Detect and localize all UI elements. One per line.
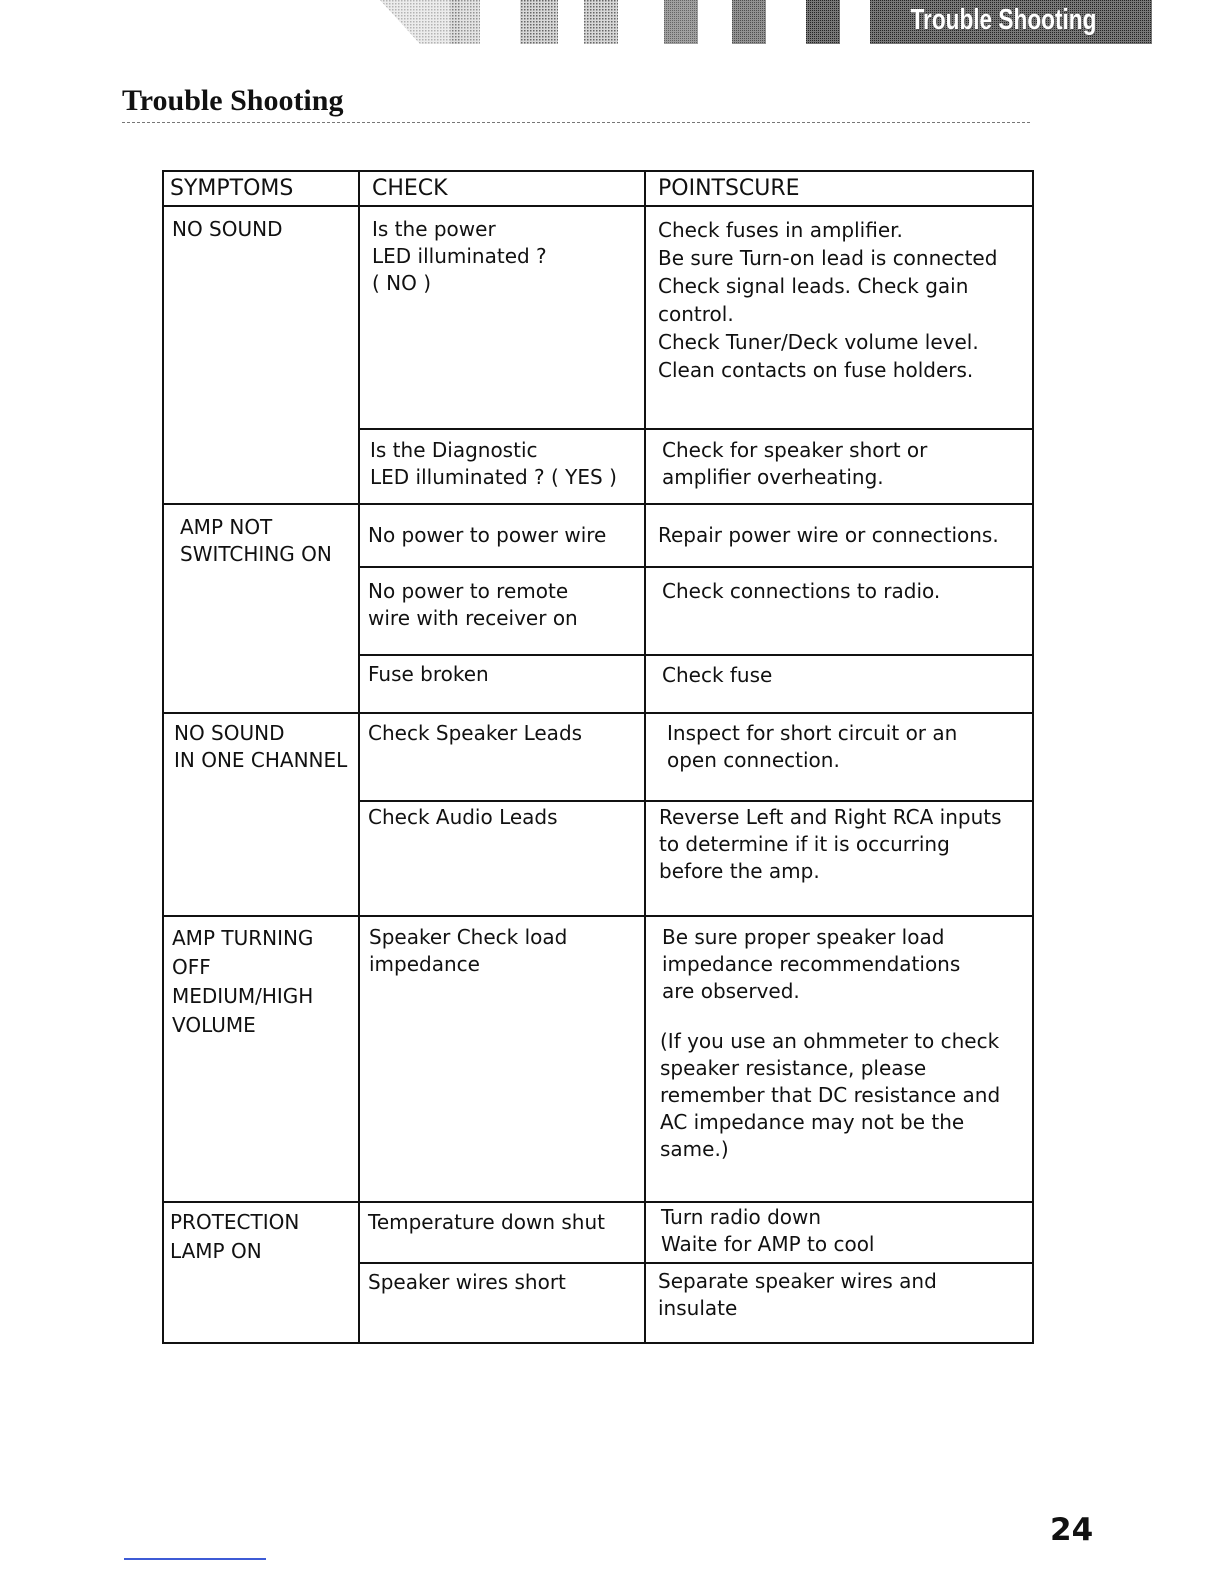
- header-pointscure: POINTSCURE: [658, 176, 800, 201]
- row-divider: [164, 1201, 1032, 1203]
- subrow-divider: [360, 1262, 1032, 1264]
- check-cell: Is the power LED illuminated ? ( NO ): [372, 217, 547, 295]
- check-cell: No power to remote wire with receiver on: [368, 579, 578, 630]
- check-cell: No power to power wire: [368, 523, 607, 547]
- header-check: CHECK: [372, 176, 448, 201]
- cure-cell: Check for speaker short or amplifier overheating.: [662, 438, 928, 489]
- subrow-divider: [360, 654, 1032, 656]
- cure-cell: Check fuses in amplifier. Be sure Turn-on lead is connected Check signal leads. Check gain control. Check Tuner/Deck volume level. Clean contacts on fuse holders.: [658, 218, 998, 382]
- title-underline: [122, 122, 1030, 123]
- subrow-divider: [360, 566, 1032, 568]
- row-divider: [164, 503, 1032, 505]
- symptom-cell: NO SOUND IN ONE CHANNEL: [174, 721, 348, 772]
- cure-cell: Repair power wire or connections.: [658, 523, 999, 547]
- cure-cell: Check connections to radio.: [662, 579, 941, 603]
- cure-cell: Reverse Left and Right RCA inputs to determine if it is occurring before the amp.: [659, 805, 1002, 883]
- header-banner: [380, 0, 1152, 44]
- cure-cell: Be sure proper speaker load impedance recommendations are observed.: [662, 925, 961, 1003]
- cure-cell: Separate speaker wires and insulate: [658, 1269, 937, 1320]
- check-cell: Check Audio Leads: [368, 805, 558, 829]
- check-cell: Check Speaker Leads: [368, 721, 583, 745]
- header-row-divider: [164, 205, 1032, 207]
- symptom-cell: AMP TURNING OFF MEDIUM/HIGH VOLUME: [172, 926, 314, 1037]
- check-cell: Speaker Check load impedance: [369, 925, 568, 976]
- check-cell: Speaker wires short: [368, 1270, 566, 1294]
- cure-cell: Check fuse: [662, 663, 773, 687]
- page-number: 24: [1050, 1512, 1094, 1548]
- troubleshooting-table: [162, 170, 1034, 1344]
- check-cell: Temperature down shut: [368, 1210, 605, 1234]
- banner-title: Trouble Shooting: [910, 4, 1096, 36]
- symptom-cell: PROTECTION LAMP ON: [170, 1210, 300, 1263]
- cure-cell: (If you use an ohmmeter to check speaker resistance, please remember that DC resistance and AC impedance may not be the same.): [660, 1029, 1001, 1161]
- symptom-cell: AMP NOT SWITCHING ON: [180, 515, 332, 566]
- row-divider: [164, 712, 1032, 714]
- subrow-divider: [360, 428, 1032, 430]
- check-cell: Fuse broken: [368, 662, 489, 686]
- symptom-cell: NO SOUND: [172, 217, 283, 241]
- column-divider: [644, 172, 646, 1342]
- check-cell: Is the Diagnostic LED illuminated ? ( YES ): [370, 438, 617, 489]
- subrow-divider: [360, 800, 1032, 802]
- cure-cell: Inspect for short circuit or an open connection.: [667, 721, 958, 772]
- cure-cell: Turn radio down Waite for AMP to cool: [661, 1205, 875, 1256]
- column-divider: [358, 172, 360, 1342]
- footer-rule: [124, 1558, 266, 1560]
- page-title: Trouble Shooting: [122, 84, 344, 117]
- row-divider: [164, 915, 1032, 917]
- header-symptoms: SYMPTOMS: [170, 176, 294, 201]
